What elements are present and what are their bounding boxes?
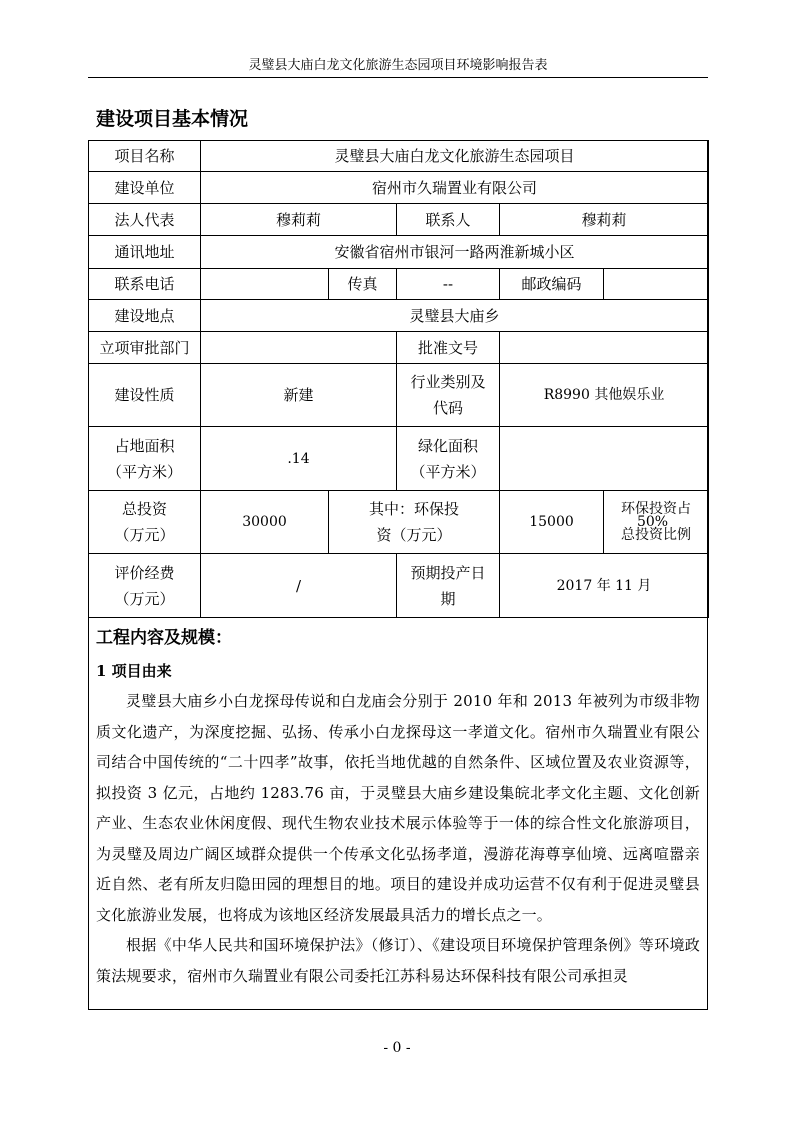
env-investment-label-line2: 资（万元） — [376, 526, 452, 544]
investment-label — [89, 491, 201, 554]
site-label: 建设地点 — [89, 300, 201, 332]
phone-value — [201, 269, 329, 300]
fee-label-line2: （万元） — [114, 589, 175, 608]
row-area — [89, 427, 709, 491]
content-section — [96, 624, 700, 991]
green-area-label-line1: 绿化面积 — [417, 436, 478, 455]
row-builder — [89, 172, 709, 204]
builder-label: 建设单位 — [89, 172, 201, 204]
project-info-table — [88, 140, 709, 618]
contact-label: 联系人 — [397, 204, 500, 236]
row-legal-rep — [89, 204, 709, 236]
fee-value: / — [201, 554, 397, 618]
approval-doc-label: 批准文号 — [397, 332, 500, 364]
site-value: 灵璧县大庙乡 — [201, 300, 709, 332]
fax-label: 传真 — [329, 269, 397, 300]
postal-value — [604, 269, 709, 300]
investment-value: 30000 — [201, 491, 329, 554]
running-header: 灵璧县大庙白龙文化旅游生态园项目环境影响报告表 — [248, 58, 548, 73]
project-name-value: 灵璧县大庙白龙文化旅游生态园项目 — [201, 141, 709, 172]
area-label-line1: 占地面积 — [114, 436, 175, 455]
fax-value: -- — [397, 269, 500, 300]
header-rule — [88, 77, 708, 78]
start-date-value: 2017 年 11 月 — [500, 554, 709, 618]
legal-rep-label: 法人代表 — [89, 204, 201, 236]
address-label: 通讯地址 — [89, 236, 201, 269]
phone-label: 联系电话 — [89, 269, 201, 300]
start-date-label-line1: 预期投产日 — [410, 563, 486, 582]
row-nature — [89, 364, 709, 427]
contact-value: 穆莉莉 — [500, 204, 709, 236]
env-ratio-label-line2: 总投资比例 — [621, 527, 692, 543]
fee-label — [89, 554, 201, 618]
industry-label — [397, 364, 500, 427]
investment-label-line2: （万元） — [114, 526, 175, 544]
row-fee — [89, 554, 709, 618]
env-investment-label-line1: 其中：环保投 — [368, 500, 459, 518]
row-site — [89, 300, 709, 332]
area-value: .14 — [201, 427, 397, 491]
approval-doc-value — [500, 332, 709, 364]
nature-label: 建设性质 — [89, 364, 201, 427]
start-date-label — [397, 554, 500, 618]
industry-value: R8990 其他娱乐业 — [500, 364, 709, 427]
subsection-heading: 1 项目由来 — [96, 662, 172, 680]
fee-label-line1: 评价经费 — [114, 563, 175, 582]
env-ratio-value: 50% — [636, 514, 669, 530]
industry-label-line2: 代码 — [432, 399, 463, 417]
area-label — [89, 427, 201, 491]
row-phone — [89, 269, 709, 300]
section-title: 建设项目基本情况 — [96, 108, 249, 130]
page-number: - 0 - — [383, 1040, 411, 1056]
paragraph-1: 灵璧县大庙乡小白龙探母传说和白龙庙会分别于 2010 年和 2013 年被列为市级非物质文化遗产，为深度挖掘、弘扬、传承小白龙探母这一孝道文化。宿州市久瑞置业有限公司结合中国传统的“二十四孝”故事，依托当地优越的自然条件、区域位置及农业资源等，拟投资 3 亿元，占地约 1283.76 亩，于灵璧县大庙乡建设集皖北孝文化主题、文化创新产业、生态农业休闲度假、现代生物农业技术展示体验等于一体的综合性文化旅游项目，为灵璧及周边广阔区域群众提供一个传承文化弘扬孝道，漫游花海尊享仙境、远离喧嚣亲近自然、老有所友归隐田园的理想目的地。项目的建设并成功运营不仅有利于促进灵璧县文化旅游业发展，也将成为该地区经济发展最具活力的增长点之一。 — [96, 692, 700, 924]
address-value: 安徽省宿州市银河一路两淮新城小区 — [201, 236, 709, 269]
green-area-value — [500, 427, 709, 491]
green-area-label-line2: （平方米） — [410, 462, 486, 481]
project-name-label: 项目名称 — [89, 141, 201, 172]
row-approval — [89, 332, 709, 364]
investment-label-line1: 总投资 — [121, 500, 167, 518]
postal-label: 邮政编码 — [500, 269, 604, 300]
start-date-label-line2: 期 — [440, 589, 456, 608]
legal-rep-value: 穆莉莉 — [201, 204, 397, 236]
approval-dept-value — [201, 332, 397, 364]
env-investment-value: 15000 — [500, 491, 604, 554]
row-address — [89, 236, 709, 269]
industry-label-line1: 行业类别及 — [410, 373, 486, 391]
paragraph-2: 根据《中华人民共和国环境保护法》（修订）、《建设项目环境保护管理条例》等环境政策法规要求，宿州市久瑞置业有限公司委托江苏科易达环保科技有限公司承担灵 — [96, 936, 700, 985]
green-area-label — [397, 427, 500, 491]
nature-value: 新建 — [201, 364, 397, 427]
content-heading: 工程内容及规模： — [96, 628, 232, 648]
row-project-name — [89, 141, 709, 172]
approval-dept-label: 立项审批部门 — [89, 332, 201, 364]
area-label-line2: （平方米） — [106, 462, 182, 481]
env-ratio-label-line1: 环保投资占 — [621, 501, 692, 517]
builder-value: 宿州市久瑞置业有限公司 — [201, 172, 709, 204]
env-investment-label — [329, 491, 500, 554]
